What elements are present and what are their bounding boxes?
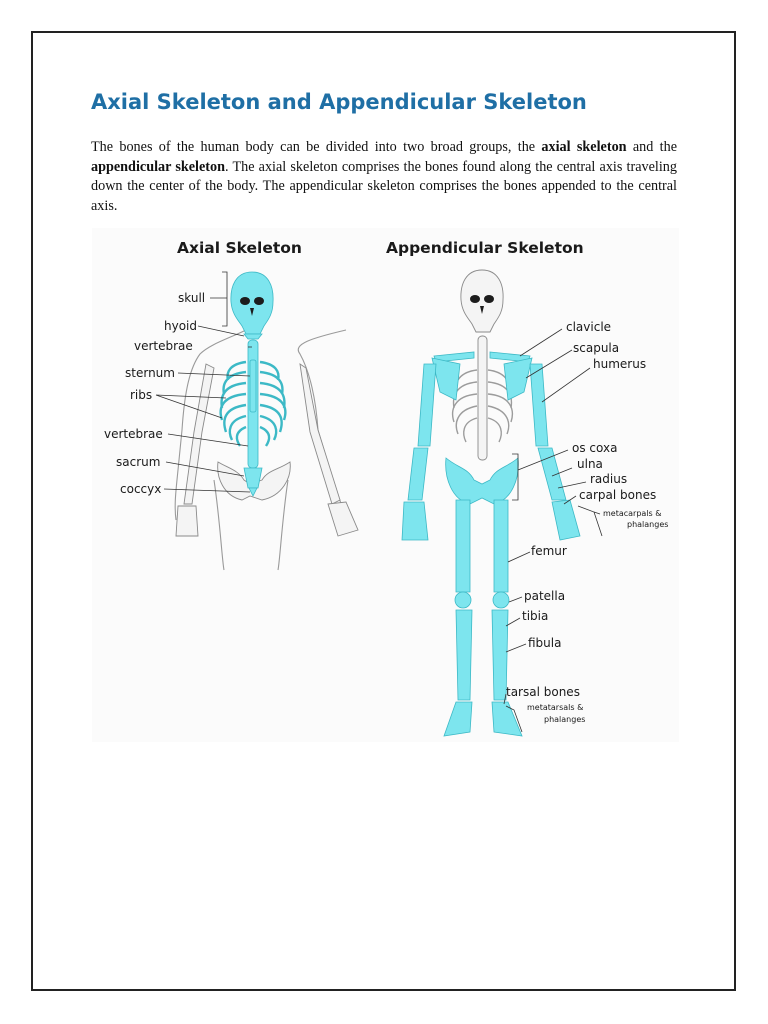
intro-paragraph xyxy=(91,138,677,216)
app-patella-left xyxy=(455,592,471,608)
label-os-coxa: os coxa xyxy=(572,441,618,455)
page-title: Axial Skeleton and Appendicular Skeleton xyxy=(91,90,587,114)
label-carpal-bones: carpal bones xyxy=(579,488,657,502)
axial-skull-eye-right xyxy=(254,297,264,305)
label-tarsal-bones: tarsal bones xyxy=(506,685,580,699)
skeleton-diagram xyxy=(92,228,679,742)
label-vertebrae-lower: vertebrae xyxy=(104,427,163,441)
axial-sternum xyxy=(250,360,256,412)
label-vertebrae-upper: vertebrae xyxy=(134,339,193,353)
label-tibia: tibia xyxy=(522,609,549,623)
intro-text-3: . The axial skeleton comprises the bones found along the central axis traveling down the center of the body. The appendicular skeleton comprises the bones appended to the central axis. xyxy=(91,158,677,214)
appendicular-heading: Appendicular Skeleton xyxy=(386,239,584,257)
app-patella-right xyxy=(493,592,509,608)
intro-text-2: and the xyxy=(626,139,677,155)
label-metacarpals: metacarpals & xyxy=(603,509,662,518)
label-sternum: sternum xyxy=(125,366,175,380)
label-metatarsals-phalanges: phalanges xyxy=(544,715,586,724)
label-radius: radius xyxy=(590,472,628,486)
label-patella: patella xyxy=(524,589,566,603)
intro-term-appendicular: appendicular skeleton xyxy=(91,158,225,175)
label-fibula: fibula xyxy=(528,636,562,650)
label-coccyx: coccyx xyxy=(120,482,162,496)
label-hyoid: hyoid xyxy=(164,319,197,333)
app-femur-left xyxy=(456,500,470,592)
label-skull: skull xyxy=(178,291,206,305)
label-metatarsals: metatarsals & xyxy=(527,703,584,712)
axial-left-hand xyxy=(176,506,198,536)
label-metacarpals-phalanges: phalanges xyxy=(627,520,669,529)
intro-text-1: The bones of the human body can be divided into two broad groups, the xyxy=(91,139,542,155)
app-spine xyxy=(478,336,487,460)
axial-skull-eye-left xyxy=(240,297,250,305)
intro-term-axial: axial skeleton xyxy=(541,139,627,155)
app-femur-right xyxy=(494,500,508,592)
label-femur: femur xyxy=(531,544,567,558)
app-lowerleg-left xyxy=(456,610,472,700)
label-sacrum: sacrum xyxy=(116,455,161,469)
axial-heading: Axial Skeleton xyxy=(177,239,302,257)
label-humerus: humerus xyxy=(593,357,647,371)
label-ulna: ulna xyxy=(577,457,603,471)
label-ribs: ribs xyxy=(130,388,153,402)
label-scapula: scapula xyxy=(573,341,620,355)
app-skull-eye-left xyxy=(470,295,480,303)
skeleton-figure xyxy=(92,228,679,742)
label-clavicle: clavicle xyxy=(566,320,612,334)
app-hand-left xyxy=(402,502,428,540)
app-skull-eye-right xyxy=(484,295,494,303)
